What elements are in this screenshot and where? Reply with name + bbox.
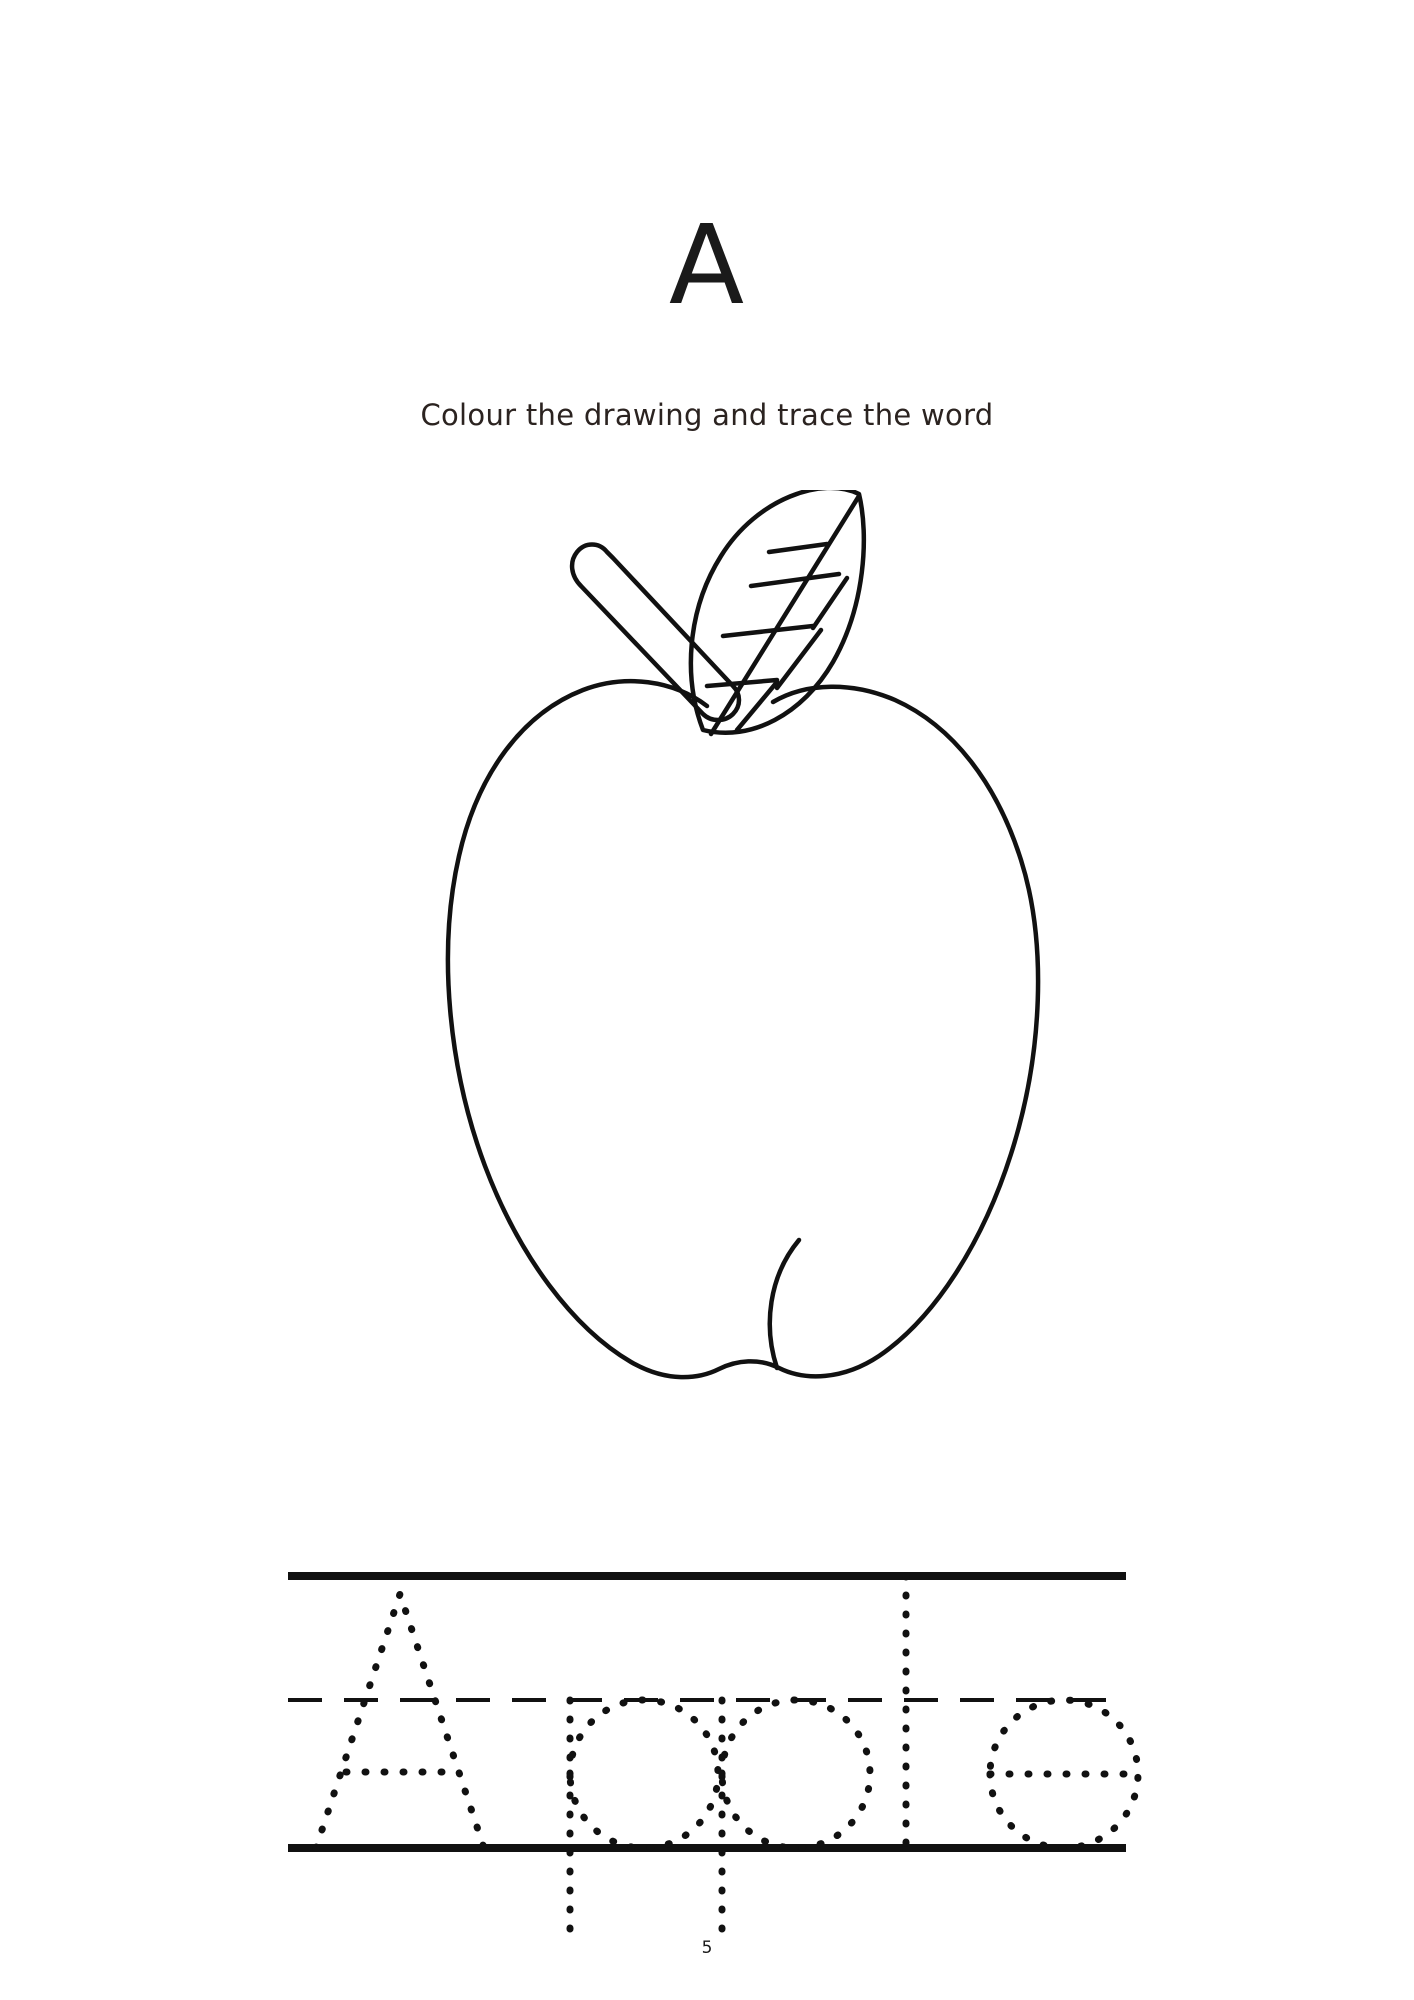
apple-line-drawing-icon: [307, 490, 1107, 1550]
tracing-practice-area[interactable]: [0, 1560, 1414, 1940]
illustration-container: [0, 490, 1414, 1570]
tracing-guide-svg[interactable]: [0, 1560, 1414, 1940]
trace-letter-p1-bowl[interactable]: [570, 1700, 718, 1848]
instruction-text: Colour the drawing and trace the word: [420, 398, 994, 432]
page-number: 5: [701, 1938, 713, 1958]
trace-letter-p2-bowl[interactable]: [722, 1700, 870, 1848]
page-title-letter: A: [668, 201, 746, 329]
trace-letter-A[interactable]: [316, 1594, 484, 1848]
